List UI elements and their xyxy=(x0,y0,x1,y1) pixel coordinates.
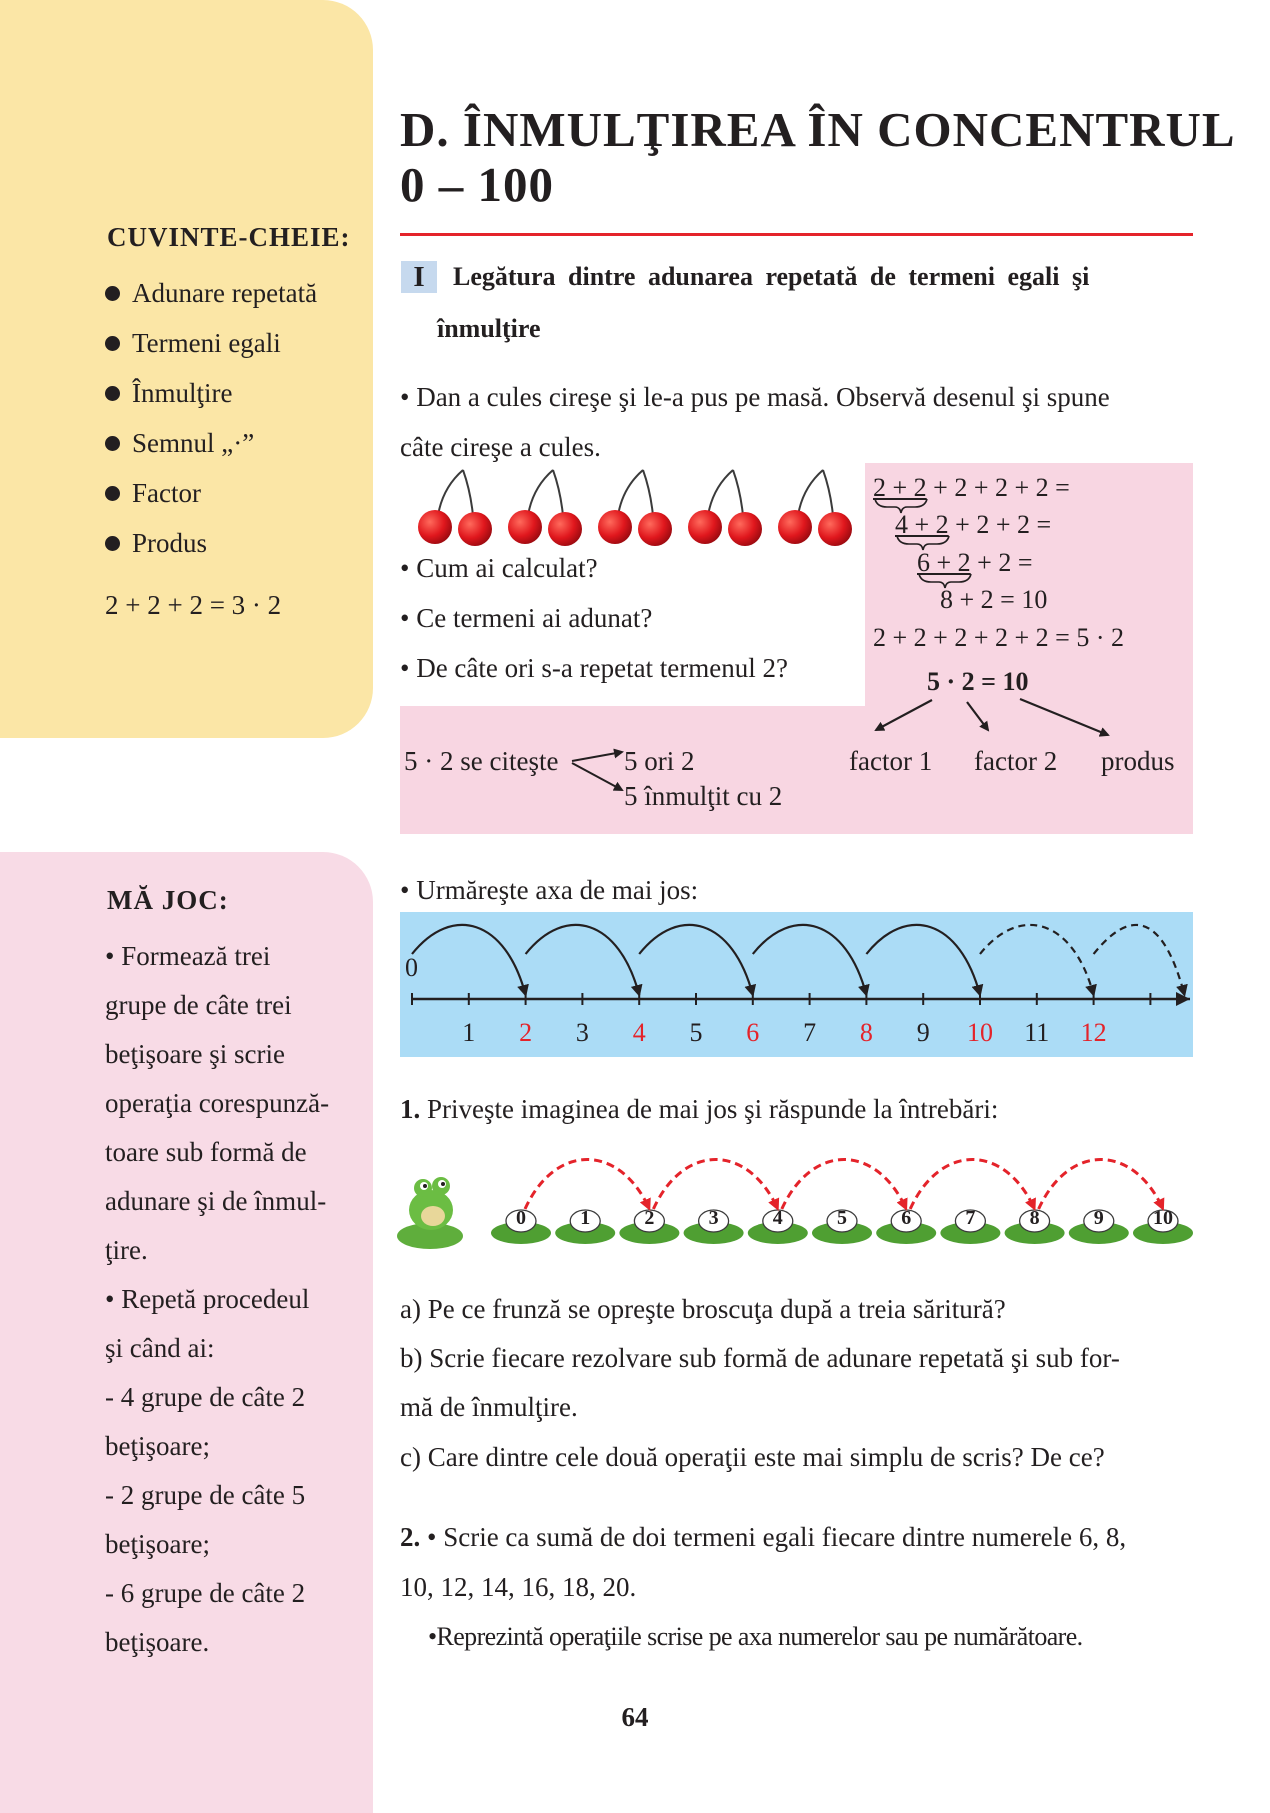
addition-step-4: 8 + 2 = 10 xyxy=(940,585,1048,614)
lily-pad-number: 9 xyxy=(1093,1207,1104,1229)
cherry-pair-icon xyxy=(778,470,852,546)
game-line: - 6 grupe de câte 2 xyxy=(105,1578,306,1608)
question-1: • Cum ai calculat? xyxy=(400,553,598,583)
question-b: b) Scrie fiecare rezolvare sub formă de adunare repetată şi sub for- xyxy=(400,1343,1120,1373)
section-title-cont: înmulţire xyxy=(437,314,541,343)
hop-arrow-icon xyxy=(980,925,1094,995)
jump-arrow-icon xyxy=(525,1160,649,1210)
game-line: - 4 grupe de câte 2 xyxy=(105,1382,306,1412)
reading-option-1: 5 ori 2 xyxy=(624,746,695,776)
brace-icon xyxy=(897,536,949,550)
cherry-pair-icon xyxy=(508,470,582,546)
hop-arrow-icon xyxy=(526,925,640,995)
grouping-braces xyxy=(865,463,1193,603)
game-line: toare sub formă de xyxy=(105,1137,307,1167)
game-title: MĂ JOC: xyxy=(107,885,229,915)
keywords-title: CUVINTE-CHEIE: xyxy=(107,222,351,252)
game-line: operaţia corespunză- xyxy=(105,1088,330,1118)
lily-pad-number: 7 xyxy=(965,1207,976,1229)
cherry-pair-icon xyxy=(418,470,492,546)
jump-arrow-icon xyxy=(653,1160,777,1210)
hop-arrow-icon xyxy=(866,925,980,995)
cherries-illustration xyxy=(410,465,860,547)
addition-step-3: 6 + 2 + 2 = xyxy=(917,548,1033,577)
keyword-item: Factor xyxy=(105,468,317,518)
keywords-equation: 2 + 2 + 2 = 3 · 2 xyxy=(105,590,282,620)
game-line: beţişoare; xyxy=(105,1431,210,1461)
jump-arrow-icon xyxy=(782,1160,906,1210)
arrow-icon xyxy=(1020,699,1108,735)
lily-pad-number: 6 xyxy=(901,1207,912,1229)
axis-number-label: 7 xyxy=(803,1018,817,1047)
addition-summary: 2 + 2 + 2 + 2 + 2 = 5 · 2 xyxy=(873,623,1124,652)
game-line: - 2 grupe de câte 5 xyxy=(105,1480,306,1510)
addition-step-1: 2 + 2 + 2 + 2 + 2 = xyxy=(873,473,1070,502)
axis-number-label: 4 xyxy=(632,1018,646,1047)
question-b-cont: mă de înmulţire. xyxy=(400,1392,578,1422)
lily-pad-number: 5 xyxy=(837,1207,847,1229)
game-line: adunare şi de înmul- xyxy=(105,1186,327,1216)
axis-number-label: 5 xyxy=(689,1018,703,1047)
intro-text-cont: câte cireşe a cules. xyxy=(400,432,601,462)
jump-arrow-icon xyxy=(1039,1160,1163,1210)
game-line: grupe de câte trei xyxy=(105,990,292,1020)
term-product: produs xyxy=(1101,746,1175,776)
lily-pad-number: 4 xyxy=(772,1207,783,1229)
hop-arrow-icon xyxy=(639,925,753,995)
hop-arrow-icon xyxy=(412,925,526,995)
axis-number-label: 3 xyxy=(575,1018,589,1047)
lily-pad-number: 0 xyxy=(516,1207,526,1229)
frog-jumps-illustration xyxy=(393,1140,1203,1260)
game-line: ţire. xyxy=(105,1235,148,1265)
game-line: şi când ai: xyxy=(105,1333,215,1363)
axis-hops xyxy=(412,925,1184,995)
section-marker: I xyxy=(401,261,437,293)
axis-intro: • Urmăreşte axa de mai jos: xyxy=(400,875,699,905)
game-line: beţişoare. xyxy=(105,1627,210,1657)
chapter-title: D. ÎNMULŢIREA ÎN CONCENTRUL 0 – 100 xyxy=(400,102,1236,212)
jump-arrow-icon xyxy=(910,1160,1034,1210)
axis-number-label: 10 xyxy=(967,1018,993,1047)
exercise-2-instruction: •Reprezintă operaţiile scrise pe axa numerelor sau pe numărătoare. xyxy=(428,1622,1083,1651)
keywords-list xyxy=(105,268,317,568)
bullet-icon xyxy=(105,386,120,401)
reading-label: 5 · 2 se citeşte xyxy=(404,746,559,776)
axis-zero-label: 0 xyxy=(405,953,418,982)
term-factor-2: factor 2 xyxy=(974,746,1058,776)
product-equation: 5 · 2 = 10 xyxy=(927,667,1029,696)
arrow-icon xyxy=(572,763,622,790)
arrow-icon xyxy=(967,702,988,730)
axis-number-label: 2 xyxy=(519,1018,533,1047)
section-title: Legătura dintre adunarea repetată de termeni egali şi xyxy=(453,262,1090,291)
keyword-item: Produs xyxy=(105,518,317,568)
question-a: a) Pe ce frunză se opreşte broscuţa după a treia săritură? xyxy=(400,1294,1006,1324)
game-line: • Repetă procedeul xyxy=(105,1284,310,1314)
cherry-pair-icon xyxy=(688,470,762,546)
keyword-item: Înmulţire xyxy=(105,368,317,418)
axis-number-label: 6 xyxy=(746,1018,760,1047)
bullet-icon xyxy=(105,536,120,551)
hop-arrow-icon xyxy=(753,925,867,995)
brace-icon xyxy=(919,574,971,588)
bullet-icon xyxy=(105,336,120,351)
keyword-item: Semnul „·” xyxy=(105,418,317,468)
game-line: • Formează trei xyxy=(105,941,271,971)
question-2: • Ce termeni ai adunat? xyxy=(400,603,653,633)
game-text xyxy=(105,932,375,1667)
axis-number-label: 1 xyxy=(462,1018,476,1047)
axis-number-label: 9 xyxy=(916,1018,930,1047)
exercise-2-prompt-cont: 10, 12, 14, 16, 18, 20. xyxy=(400,1572,637,1602)
addition-step-2: 4 + 2 + 2 + 2 = xyxy=(895,510,1052,539)
arrow-icon xyxy=(572,752,622,761)
bullet-icon xyxy=(105,486,120,501)
lily-pad-number: 1 xyxy=(580,1207,591,1229)
question-c: c) Care dintre cele două operaţii este mai simplu de scris? De ce? xyxy=(400,1442,1105,1472)
lily-pad-number: 8 xyxy=(1029,1207,1040,1229)
arrow-icon xyxy=(876,700,932,730)
axis-number-label: 11 xyxy=(1024,1018,1050,1047)
axis-arrowhead-icon xyxy=(1176,992,1190,1006)
hop-arrow-icon xyxy=(1094,925,1185,995)
cherry-pair-icon xyxy=(598,470,672,546)
question-3: • De câte ori s-a repetat termenul 2? xyxy=(400,653,789,683)
game-line: beţişoare şi scrie xyxy=(105,1039,285,1069)
keyword-item: Termeni egali xyxy=(105,318,317,368)
axis-number-label: 12 xyxy=(1080,1018,1107,1047)
exercise-2-prompt: 2. • Scrie ca sumă de doi termeni egali fiecare dintre numerele 6, 8, xyxy=(400,1522,1127,1552)
frog-jump-arrows xyxy=(525,1160,1163,1210)
lily-pad-number: 2 xyxy=(644,1207,655,1229)
intro-text: • Dan a cules cireşe şi le-a pus pe masă. Observă desenul şi spune xyxy=(400,382,1110,412)
game-line: beţişoare; xyxy=(105,1529,210,1559)
lily-pad-number: 3 xyxy=(708,1207,719,1229)
term-factor-1: factor 1 xyxy=(849,746,933,776)
axis-number-label: 8 xyxy=(859,1018,873,1047)
bullet-icon xyxy=(105,436,120,451)
lily-pad-number: 10 xyxy=(1153,1207,1173,1229)
bullet-icon xyxy=(105,286,120,301)
keyword-item: Adunare repetată xyxy=(105,268,317,318)
brace-icon xyxy=(875,499,927,513)
title-divider xyxy=(400,233,1193,236)
frog-icon xyxy=(397,1177,463,1249)
reading-option-2: 5 înmulţit cu 2 xyxy=(624,781,783,811)
page-number: 64 xyxy=(621,1702,649,1732)
exercise-1-prompt: 1. Priveşte imaginea de mai jos şi răspunde la întrebări: xyxy=(400,1094,999,1124)
